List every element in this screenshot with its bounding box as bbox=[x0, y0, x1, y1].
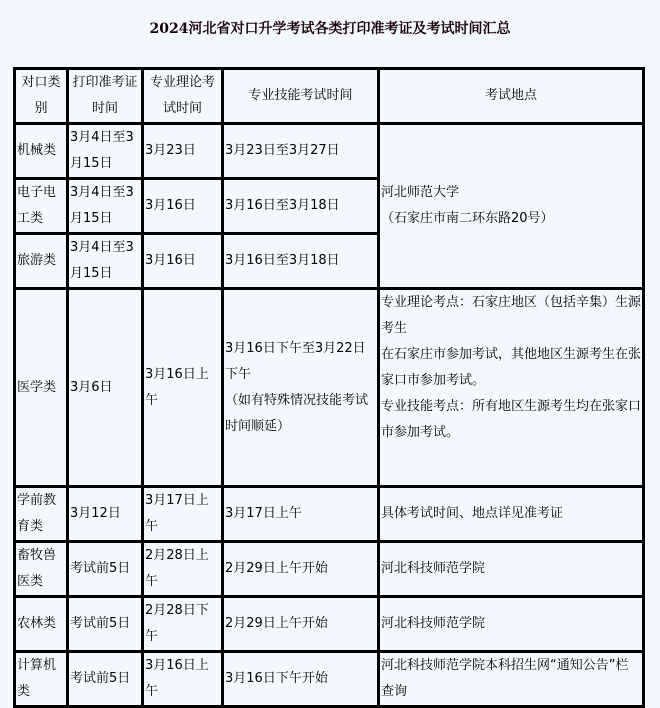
header-print-time: 打印准考证时间 bbox=[68, 69, 143, 124]
location-cell bbox=[379, 289, 644, 487]
skill-time-cell: 3月23日至3月27日 bbox=[223, 124, 379, 179]
category-cell: 计算机类 bbox=[15, 652, 68, 707]
location-cell: 具体考试时间、地点详见准考证 bbox=[379, 487, 644, 542]
skill-time-cell: 3月16日下午开始 bbox=[223, 652, 379, 707]
category-cell: 旅游类 bbox=[15, 234, 68, 289]
theory-time-cell: 2月28日下午 bbox=[143, 597, 223, 652]
table-row bbox=[15, 542, 644, 597]
table-row bbox=[15, 289, 644, 487]
skill-time-text: 3月16日下午至3月22日下午 bbox=[225, 340, 366, 382]
skill-time-cell: 3月16日至3月18日 bbox=[223, 234, 379, 289]
category-cell: 畜牧兽医类 bbox=[15, 542, 68, 597]
location-cell-shared bbox=[379, 124, 644, 289]
skill-time-note: （如有特殊情况技能考试时间顺延） bbox=[225, 392, 369, 434]
theory-time-cell: 3月23日 bbox=[143, 124, 223, 179]
location-cell: 河北科技师范学院本科招生网“通知公告”栏查询 bbox=[379, 652, 644, 707]
category-cell: 农林类 bbox=[15, 597, 68, 652]
theory-time-cell: 3月17日上午 bbox=[143, 487, 223, 542]
print-time-cell: 3月4日至3月15日 bbox=[68, 179, 143, 234]
table-header-row bbox=[15, 69, 644, 124]
print-time-cell: 3月4日至3月15日 bbox=[68, 124, 143, 179]
location-line: 在石家庄市参加考试，其他地区生源考生在张家口市参加考试。 bbox=[381, 347, 642, 388]
location-address: （石家庄市南二环东路20号） bbox=[381, 211, 554, 226]
header-skill-time: 专业技能考试时间 bbox=[223, 69, 379, 124]
skill-time-cell: 2月29日上午开始 bbox=[223, 542, 379, 597]
theory-time-cell: 2月28日上午 bbox=[143, 542, 223, 597]
location-cell: 河北科技师范学院 bbox=[379, 597, 644, 652]
category-cell: 电子电工类 bbox=[15, 179, 68, 234]
page-title: 2024河北省对口升学考试各类打印准考证及考试时间汇总 bbox=[149, 21, 511, 37]
print-time-cell: 3月12日 bbox=[68, 487, 143, 542]
skill-time-cell bbox=[223, 289, 379, 487]
print-time-cell: 考试前5日 bbox=[68, 652, 143, 707]
table-row bbox=[15, 652, 644, 707]
print-time-cell: 3月6日 bbox=[68, 289, 143, 487]
category-cell: 学前教育类 bbox=[15, 487, 68, 542]
print-time-cell: 考试前5日 bbox=[68, 597, 143, 652]
header-category: 对口类别 bbox=[15, 69, 68, 124]
location-line: 专业理论考点：石家庄地区（包括辛集）生源考生 bbox=[381, 295, 642, 336]
print-time-cell: 3月4日至3月15日 bbox=[68, 234, 143, 289]
table-row bbox=[15, 487, 644, 542]
category-cell: 机械类 bbox=[15, 124, 68, 179]
header-location: 考试地点 bbox=[379, 69, 644, 124]
theory-time-cell: 3月16日 bbox=[143, 179, 223, 234]
exam-schedule-table bbox=[13, 67, 645, 708]
skill-time-cell: 2月29日上午开始 bbox=[223, 597, 379, 652]
location-line: 专业技能考点：所有地区生源考生均在张家口市参加考试。 bbox=[381, 399, 642, 440]
skill-time-cell: 3月17日上午 bbox=[223, 487, 379, 542]
theory-time-cell: 3月16日上午 bbox=[143, 652, 223, 707]
location-cell: 河北科技师范学院 bbox=[379, 542, 644, 597]
location-name: 河北师范大学 bbox=[381, 185, 460, 200]
theory-time-cell: 3月16日 bbox=[143, 234, 223, 289]
theory-time-cell: 3月16日上午 bbox=[143, 289, 223, 487]
skill-time-cell: 3月16日至3月18日 bbox=[223, 179, 379, 234]
print-time-cell: 考试前5日 bbox=[68, 542, 143, 597]
table-row bbox=[15, 124, 644, 179]
category-cell: 医学类 bbox=[15, 289, 68, 487]
header-theory-time: 专业理论考试时间 bbox=[143, 69, 223, 124]
table-row bbox=[15, 597, 644, 652]
